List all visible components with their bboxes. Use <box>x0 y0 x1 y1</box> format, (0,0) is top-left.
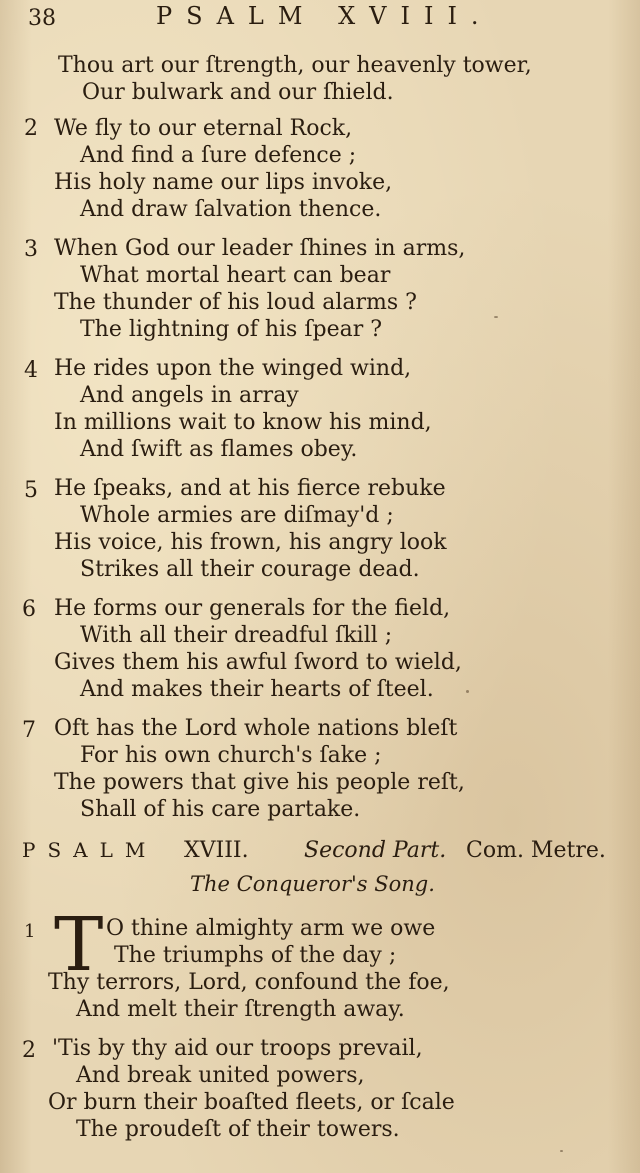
page-number: 38 <box>28 6 56 31</box>
verse-line: The proudeſt of their towers. <box>76 1117 400 1142</box>
verse-line: And angels in array <box>80 383 299 408</box>
paper-speck <box>494 316 498 318</box>
verse-line: With all their dreadful ſkill ; <box>80 623 393 648</box>
psalm-number: XVIII. <box>184 838 249 863</box>
verse-line: He rides upon the winged wind, <box>54 356 412 381</box>
verse-line: He ſpeaks, and at his fierce rebuke <box>54 476 446 501</box>
verse-line: His voice, his frown, his angry look <box>54 530 447 555</box>
verse-line: Or burn their boaſted fleets, or ſcale <box>48 1090 455 1115</box>
part-heading <box>22 838 606 868</box>
verse-line: The powers that give his people reſt, <box>54 770 465 795</box>
verse-line: For his own church's ſake ; <box>80 743 382 768</box>
metre-label: Com. Metre. <box>466 838 606 863</box>
verse-number: 2 <box>24 116 38 141</box>
verse-line: Thy terrors, Lord, confound the foe, <box>48 970 450 995</box>
verse-line: The lightning of his ſpear ? <box>80 317 383 342</box>
verse-line: In millions wait to know his mind, <box>54 410 432 435</box>
verse-line: The triumphs of the day ; <box>114 943 397 968</box>
verse-number: 1 <box>24 921 36 942</box>
psalm-subtitle: The Conqueror's Song. <box>190 872 435 896</box>
verse-line: And find a ſure defence ; <box>80 143 357 168</box>
verse-line: He forms our generals for the field, <box>54 596 451 621</box>
paper-speck <box>466 690 469 693</box>
verse-number: 2 <box>22 1038 36 1063</box>
verse-line: Shall of his care partake. <box>80 797 361 822</box>
verse-line: 'Tis by thy aid our troops prevail, <box>52 1036 423 1061</box>
verse-number: 4 <box>24 358 38 383</box>
verse-line: We fly to our eternal Rock, <box>54 116 353 141</box>
verse-number: 7 <box>22 718 36 743</box>
verse-line: And makes their hearts of ſteel. <box>80 677 434 702</box>
drop-cap: T <box>54 902 104 988</box>
running-title: PSALM XVIII. <box>156 2 493 30</box>
paper-speck <box>560 1150 563 1152</box>
verse-line: And melt their ſtrength away. <box>76 997 405 1022</box>
part-label: Second Part. <box>304 838 447 863</box>
verse-line: Whole armies are diſmay'd ; <box>80 503 394 528</box>
verse-line: Oft has the Lord whole nations bleſt <box>54 716 458 741</box>
verse-number: 3 <box>24 237 38 262</box>
opening-line: Thou art our ſtrength, our heavenly tower, <box>58 53 532 78</box>
verse-line: And draw ſalvation thence. <box>80 197 382 222</box>
verse-line: What mortal heart can bear <box>80 263 391 288</box>
verse-line: The thunder of his loud alarms ? <box>54 290 417 315</box>
verse-line: O thine almighty arm we owe <box>106 916 436 941</box>
opening-line: Our bulwark and our ſhield. <box>82 80 394 105</box>
page-header <box>28 2 600 42</box>
verse-line: His holy name our lips invoke, <box>54 170 393 195</box>
verse-line: Strikes all their courage dead. <box>80 557 420 582</box>
verse-number: 6 <box>22 597 36 622</box>
verse-line: When God our leader ſhines in arms, <box>54 236 466 261</box>
verse-line: And break united powers, <box>76 1063 365 1088</box>
verse-line: And ſwift as flames obey. <box>80 437 358 462</box>
psalm-word: PSALM <box>22 838 158 862</box>
verse-line: Gives them his awful ſword to wield, <box>54 650 462 675</box>
verse-number: 5 <box>24 478 38 503</box>
